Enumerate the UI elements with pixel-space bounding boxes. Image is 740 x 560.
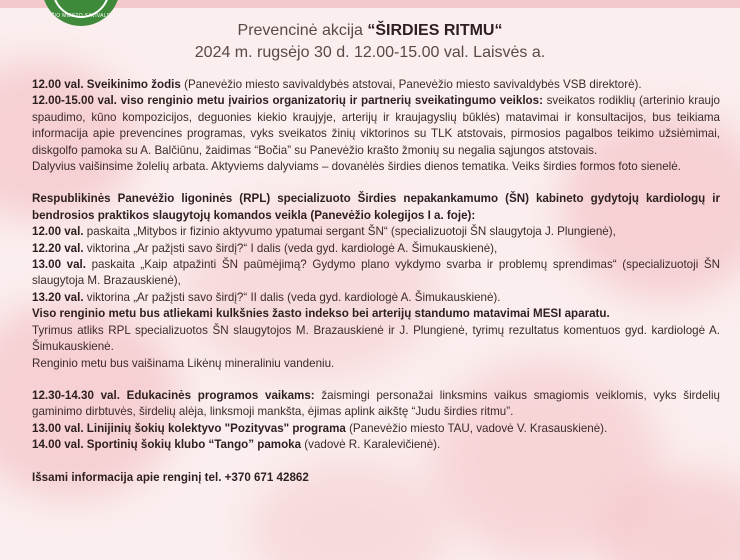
- program-item: [32, 388, 720, 421]
- contact-info: [32, 470, 720, 486]
- item-text: paskaita „Mitybos ir fizinio aktyvumo ypatumai sergant ŠN“ (specializuotoji ŠN slaugytoja J. Plungienė),: [83, 225, 616, 239]
- item-text: sveikatos rodiklių (arterinio kraujo spaudimo, kūno kompozicijos, deguonies kiekio kraujyje, arterijų ir kraujagyslių būklės) matavimai ir konsultacijos, bus teikiama informacija apie prevencines programas, vyks sveikatos žinių viktorinos su TLK atstovais, pirmosios pagalbos teikimo užsiėmimai, diskgolfo pamoka su A. Balčiūnu, žaidimas “Boč̌ia” su Panevėžio krašto žmonių su negalia sąjungos atstovais.: [32, 94, 721, 157]
- measurement-note-bold: Viso renginio metu bus atliekami kulkšnies žasto indekso bei arterijų standumo matavimai MESI aparatu.: [32, 307, 610, 321]
- item-text: paskaita „Kaip atpažinti ŠN paūmėjimą? Gydymo plano vykdymo svarba ir problemų sprendimas“ (specializuotoji ŠN slaugytoja M. Brazauskienė),: [32, 258, 720, 288]
- section-title: Respublikinės Panevėžio ligoninės (RPL) specializuoto Širdies nepakankamumo (ŠN) kabineto gydytojų kardiologų ir bendrosios praktikos slaugytojų komandos veikla (Panevėžio kolegijos I a. foje):: [32, 192, 720, 222]
- measurement-note: [32, 306, 720, 322]
- item-text: žaismingi personažai linksmins vaikus smagiomis veiklomis, vyks širdelių gaminimo dirbtuvės, širdelių alėja, linksmoji mankšta, ėjimas aplink aikštę “Judu širdies ritmu”.: [32, 388, 720, 419]
- item-title: 12.00 val. Sveikinimo žodis: [32, 78, 181, 91]
- program-item: [32, 290, 720, 306]
- program-item: [32, 257, 720, 290]
- program-content: [32, 77, 720, 486]
- item-time: 12.00 val.: [32, 225, 84, 239]
- contact-phone: Išsami informacija apie renginį tel. +370 671 42862: [32, 470, 309, 484]
- item-text: (vadovė R. Karalevičienė).: [301, 438, 441, 452]
- item-title: 13.00 val. Linijinių šokių kolektyvo "Pozityvas" programa: [32, 421, 346, 435]
- program-item: [32, 421, 720, 437]
- program-item: [32, 241, 720, 257]
- item-text: (Panevėžio miesto savivaldybės atstovai, Panevėžio miesto savivaldybės VSB direktorė).: [180, 78, 642, 91]
- item-time: 13.00 val.: [32, 258, 86, 272]
- program-item: [32, 224, 720, 240]
- hospital-section-intro: [32, 191, 720, 224]
- event-title-name: “ŠIRDIES RITMU“: [367, 22, 503, 39]
- event-title-prefix: Prevencinė akcija: [237, 22, 368, 39]
- event-date-location: 2024 m. rugsėjo 30 d. 12.00-15.00 val. Laisvės a.: [194, 44, 546, 61]
- refreshment-note: Renginio metu bus vaišinama Likėnų mineraliniu vandeniu.: [32, 356, 335, 370]
- item-title: 12.00-15.00 val. viso renginio metu įvairios organizatorių ir partnerių sveikatingumo veiklos:: [32, 94, 543, 108]
- program-note: Dalyvius vaišinsime žolelių arbata. Aktyviems dalyviams – dovanėlės širdies dienos tematika. Veiks širdies formos foto sienelė.: [32, 160, 681, 174]
- program-item: [32, 93, 720, 159]
- item-title: 14.00 val. Sportinių šokių klubo “Tango” pamoka: [32, 438, 302, 452]
- item-text: viktorina „Ar pažįsti savo širdį?“ II dalis (veda gyd. kardiologė A. Šimukauskienė).: [83, 290, 501, 304]
- page-header: [0, 20, 740, 64]
- research-note: Tyrimus atliks RPL specializuotos ŠN slaugytojos M. Brazauskienė ir J. Plungienė, tyrimų rezultatus komentuos gyd. kardiologė A. Šimukauskienė.: [32, 323, 720, 354]
- item-text: (Panevėžio miesto TAU, vadovė V. Krasauskienė).: [345, 421, 608, 435]
- logo-text: ŽIO MIESTO SAVIVALD: [51, 13, 111, 19]
- program-item: [32, 437, 720, 453]
- item-time: 13.20 val.: [32, 290, 84, 304]
- item-title: 12.30-14.30 val. Edukacinės programos vaikams:: [32, 388, 315, 402]
- event-title: [0, 20, 740, 42]
- program-item: [32, 77, 720, 93]
- item-time: 12.20 val.: [32, 241, 84, 255]
- item-text: viktorina „Ar pažįsti savo širdį?“ I dalis (veda gyd. kardiologė A. Šimukauskienė),: [83, 241, 498, 255]
